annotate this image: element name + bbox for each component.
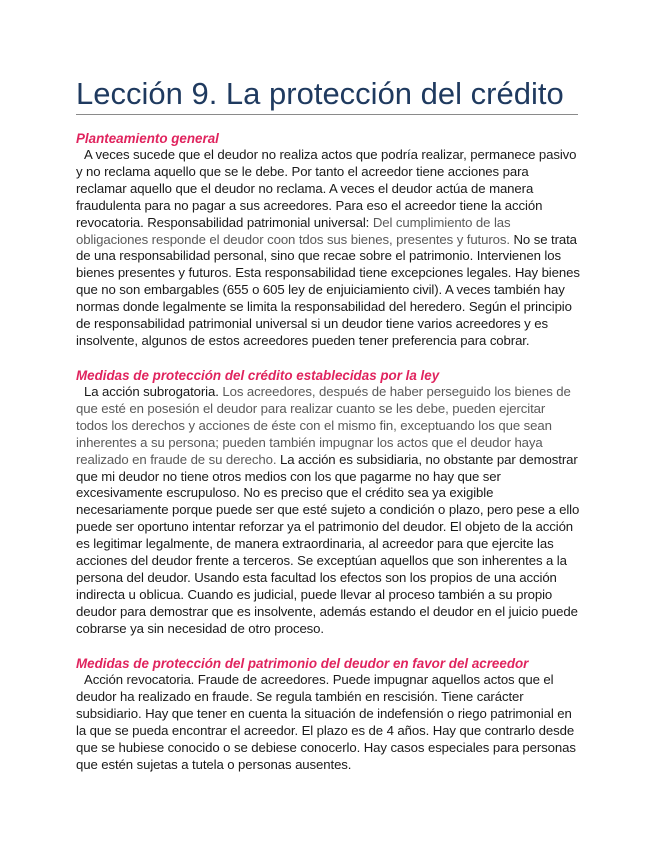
paragraph-text: La acción es subsidiaria, no obstante par demostrar que mi deudor no tiene otros medios con los que pagarme no hay que ser excesivamente escrupuloso. No es preciso que el crédito sea ya exigible necesariamente porque puede ser que esté sujeto a condición o plazo, pero pese a ello puede ser oportuno intentar reforzar ya el patrimonio del deudor. El objeto de la acción es legitimar legalmente, de manera extraordinaria, al acreedor para que ejercite las acciones del deudor frente a terceros. Se exceptúan aquellos que son inherentes a la persona del deudor. Usando esta facultad los efectos son los propios de una acción indirecta u oblicua. Cuando es judicial, puede llevar al proceso también a su propio deudor para demostrar que es insolvente, además estando el deudor en el juicio puede cobrarse ya sin necesidad de otro proceso. — [76, 451, 580, 636]
section-medidas-credito — [76, 367, 580, 638]
section-paragraph — [76, 384, 580, 638]
paragraph-text: La acción subrogatoria. — [84, 384, 223, 399]
legal-quote: Los acreedores, después de haber perseguido los bienes de que esté en posesión el deudor para realizar cuanto se les debe, pueden ejercitar todos los derechos y acciones de éste con el mismo fin, exceptuando los que sean inherentes a su persona; pueden también impugnar los actos que el deudor haya realizado en fraude de su derecho. — [76, 384, 571, 467]
paragraph-text: No se trata de una responsabilidad personal, sino que recae sobre el patrimonio. Intervienen los bienes presentes y futuros. Esta responsabilidad tiene excepciones legales. Hay bienes que no son embargables (655 o 605 ley de enjuiciamiento civil). A veces también hay normas donde legalmente se limita la responsabilidad del heredero. Según el principio de responsabilidad patrimonial universal si un deudor tiene varios acreedores y es insolvente, algunos de estos acreedores pueden tener preferencia para cobrar. — [76, 231, 580, 348]
section-paragraph — [76, 147, 580, 350]
section-heading: Medidas de protección del patrimonio del deudor en favor del acreedor — [76, 656, 529, 671]
section-heading: Medidas de protección del crédito establecidas por la ley — [76, 368, 440, 383]
section-paragraph — [76, 672, 580, 773]
paragraph-text: A veces sucede que el deudor no realiza actos que podría realizar, permanece pasivo y no reclama aquello que se le debe. Por tanto el acreedor tiene acciones para reclamar aquello que el deudor no reclama. A veces el deudor actúa de manera fraudulenta para no pagar a sus acreedores. Para eso el acreedor tiene la acción revocatoria. Responsabilidad patrimonial universal: — [76, 147, 577, 230]
title-divider — [76, 114, 578, 115]
paragraph-text: Acción revocatoria. Fraude de acreedores. Puede impugnar aquellos actos que el deudor ha realizado en fraude. Se regula también en rescisión. Tiene carácter subsidiario. Hay que tener en cuenta la situación de indefensión o riego patrimonial en la que se pueda encontrar el acreedor. El plazo es de 4 años. Hay que contrarlo desde que se hubiese conocido o se debiese conocerlo. Hay casos especiales para personas que estén sujetas a tutela o personas ausentes. — [76, 672, 576, 772]
section-planteamiento — [76, 130, 580, 350]
section-heading: Planteamiento general — [76, 131, 219, 146]
legal-quote: Del cumplimiento de las obligaciones responde el deudor coon tdos sus bienes, presentes y futuros. — [76, 214, 511, 247]
page-title: Lección 9. La protección del crédito — [76, 76, 564, 111]
section-medidas-patrimonio — [76, 655, 580, 773]
